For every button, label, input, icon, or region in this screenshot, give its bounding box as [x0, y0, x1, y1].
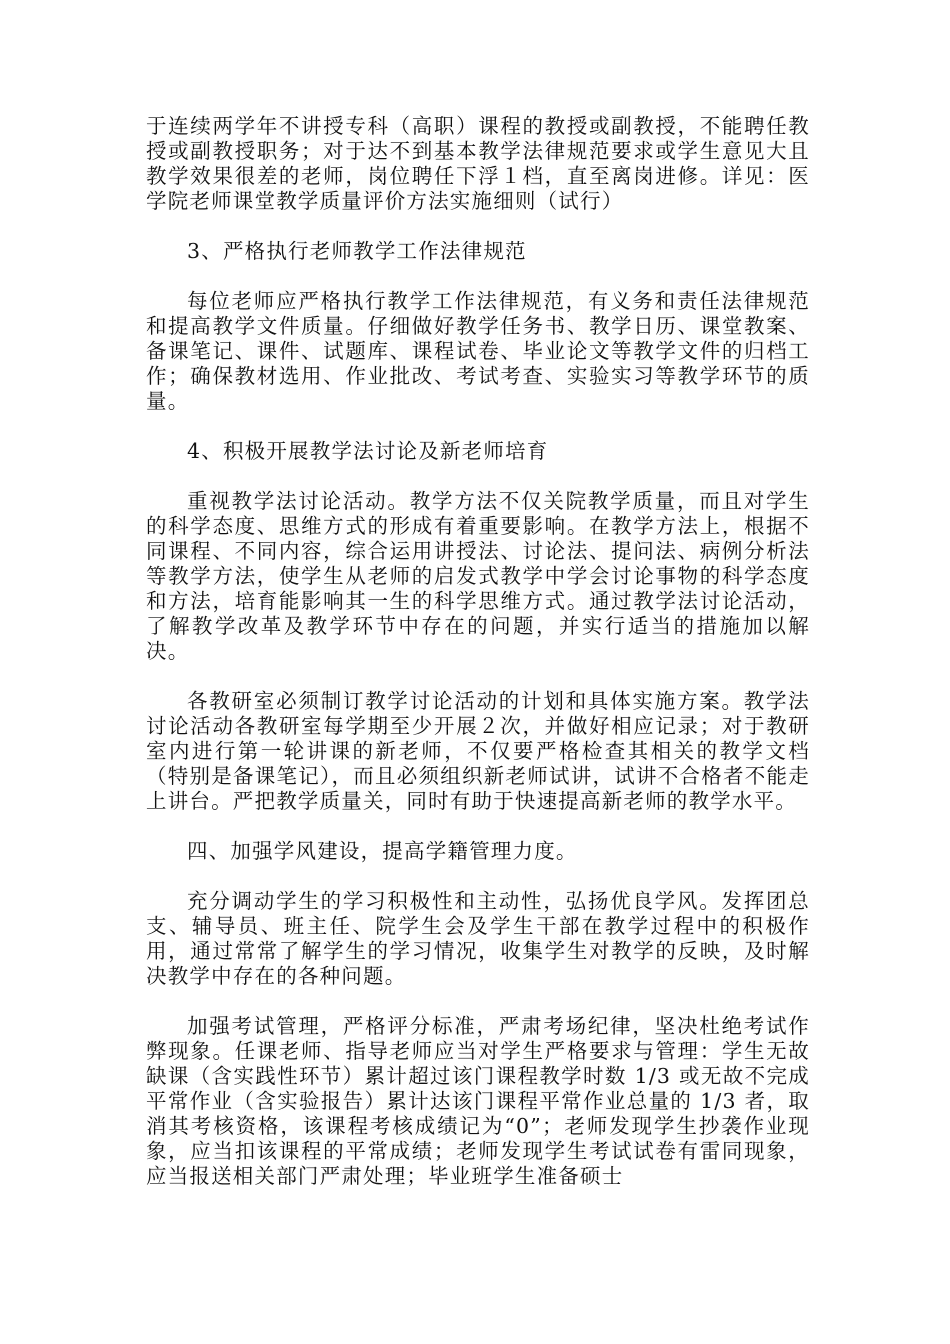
paragraph-teaching-methods: 重视教学法讨论活动。教学方法不仅关院教学质量，而且对学生的科学态度、思维方式的形成有着重要影响。在教学方法上，根据不同课程、不同内容，综合运用讲授法、讨论法、提问法、病例分析法等教学方法，使学生从老师的启发式教学中学会讨论事物的科学态度和方法，培育能影响其一生的科学思维方式。通过教学法讨论活动，了解教学改革及教学环节中存在的问题，并实行适当的措施加以解决。 — [146, 489, 810, 663]
section-heading-four: 四、加强学风建设，提高学籍管理力度。 — [187, 839, 578, 863]
section-heading-3: 3、严格执行老师教学工作法律规范 — [187, 239, 527, 263]
paragraph-gap — [146, 214, 810, 239]
paragraph-continuation: 于连续两学年不讲授专科（高职）课程的教授或副教授，不能聘任教授或副教授职务；对于达不到基本教学法律规范要求或学生意见大且教学效果很差的老师，岗位聘任下浮１档，直至离岗进修。详见：医学院老师课堂教学质量评价方法实施细则（试行） — [146, 114, 810, 213]
paragraph-gap — [146, 989, 810, 1014]
paragraph-gap — [146, 864, 810, 889]
paragraph-exam-management: 加强考试管理，严格评分标准，严肃考场纪律，坚决杜绝考试作弊现象。任课老师、指导老师应当对学生严格要求与管理：学生无故缺课（含实践性环节）累计超过该门课程教学时数 1/3 或无故不完成平常作业（含实验报告）累计达该门课程平常作业总量的 1/3 者，取消其考核资格，该课程考核成绩记为“0”；老师发现学生抄袭作业现象，应当扣该课程的平常成绩；老师发现学生考试试卷有雷同现象，应当报送相关部门严肃处理；毕业班学生准备硕士 — [146, 1014, 810, 1188]
paragraph-study-style: 充分调动学生的学习积极性和主动性，弘扬优良学风。发挥团总支、辅导员、班主任、院学生会及学生干部在教学过程中的积极作用，通过常常了解学生的学习情况，收集学生对教学的反映，及时解决教学中存在的各种问题。 — [146, 889, 810, 988]
paragraph-gap — [146, 264, 810, 289]
paragraph-gap — [146, 814, 810, 839]
paragraph-gap — [146, 464, 810, 489]
paragraph-teaching-norms: 每位老师应严格执行教学工作法律规范，有义务和责任法律规范和提高教学文件质量。仔细做好教学任务书、教学日历、课堂教案、备课笔记、课件、试题库、课程试卷、毕业论文等教学文件的归档工作；确保教材选用、作业批改、考试考查、实验实习等教学环节的质量。 — [146, 289, 810, 413]
paragraph-teaching-research: 各教研室必须制订教学讨论活动的计划和具体实施方案。教学法讨论活动各教研室每学期至少开展２次，并做好相应记录；对于教研室内进行第一轮讲课的新老师，不仅要严格检查其相关的教学文档（特别是备课笔记），而且必须组织新老师试讲，试讲不合格者不能走上讲台。严把教学质量关，同时有助于快速提高新老师的教学水平。 — [146, 689, 810, 813]
paragraph-gap — [146, 414, 810, 439]
document-body — [146, 114, 810, 1189]
section-heading-4: 4、积极开展教学法讨论及新老师培育 — [187, 439, 549, 463]
paragraph-gap — [146, 664, 810, 689]
